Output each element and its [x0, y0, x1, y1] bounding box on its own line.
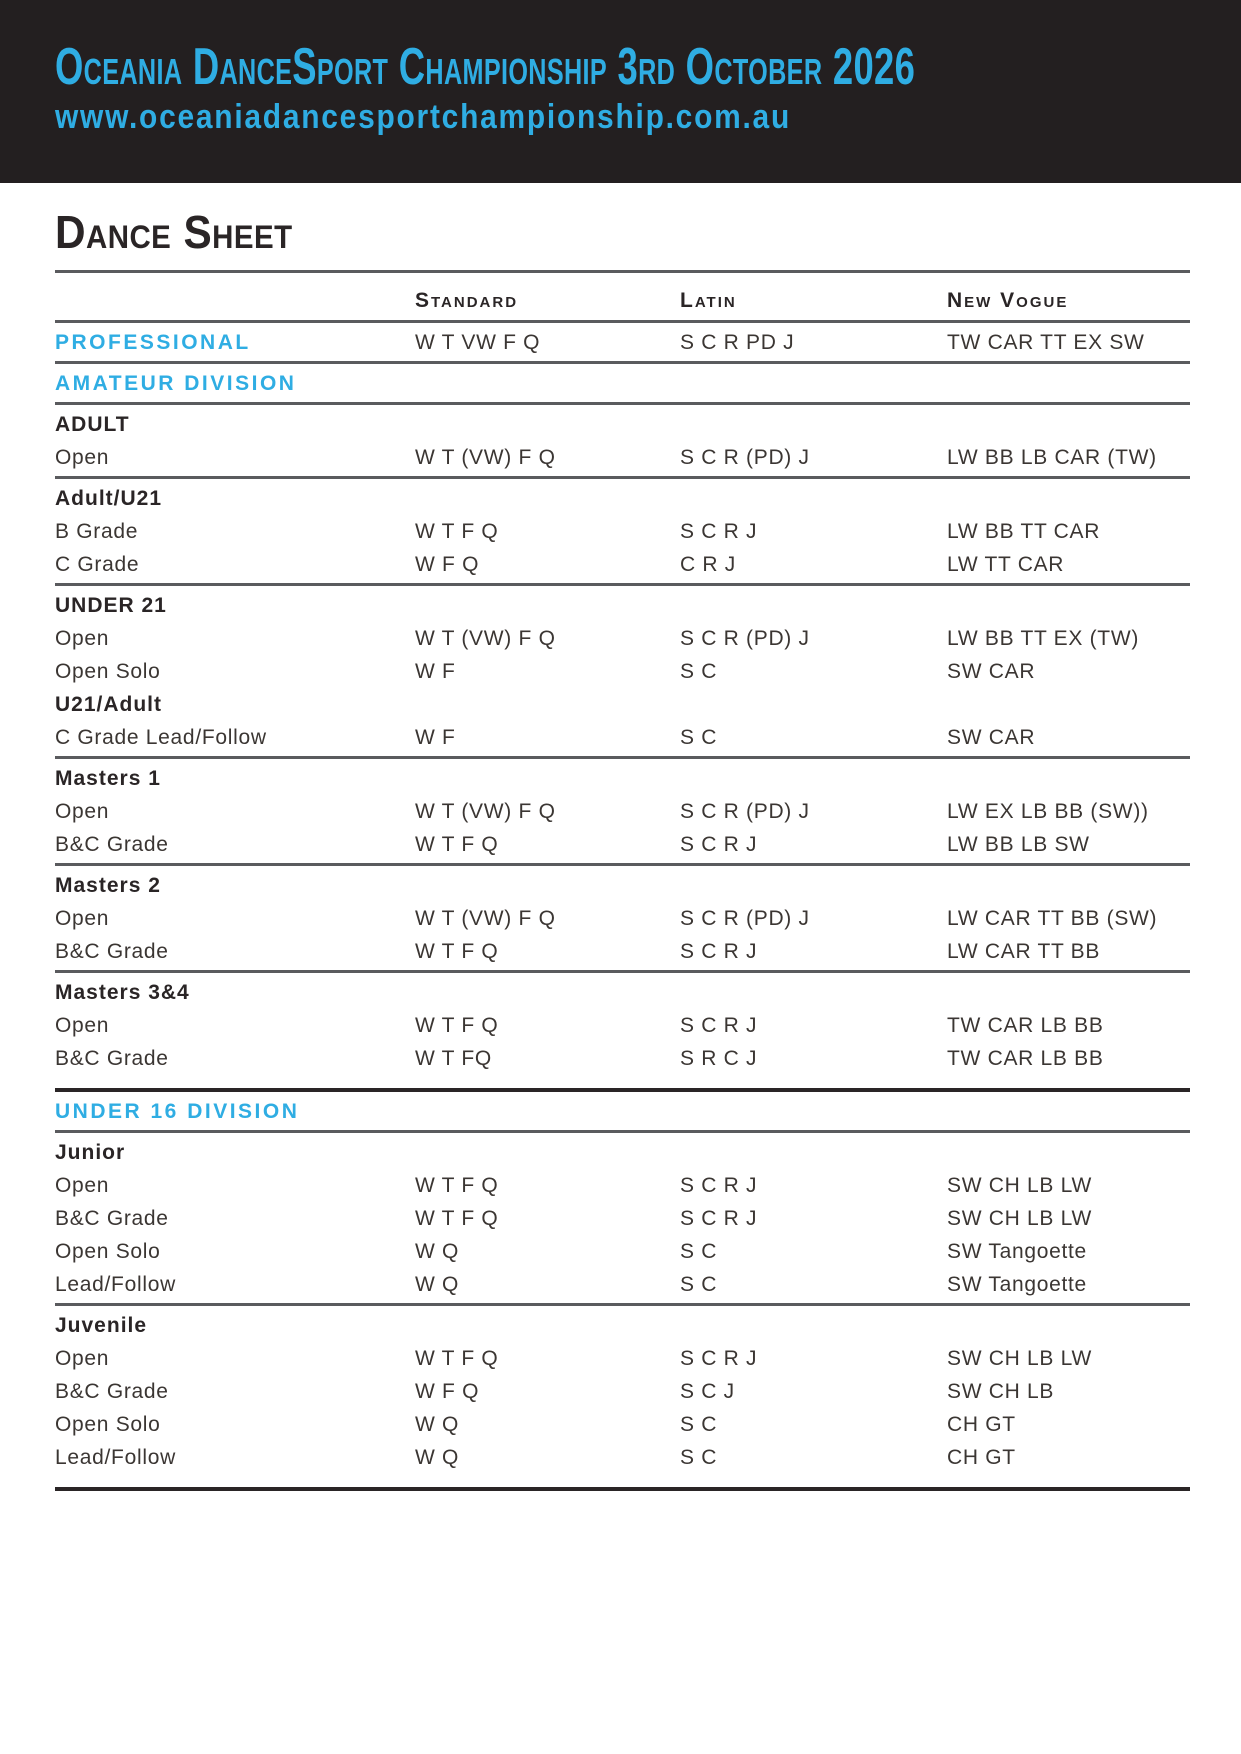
page-title: Dance Sheet [55, 206, 293, 258]
division-row [55, 367, 1190, 400]
event-label: Open [55, 445, 110, 469]
event-label: U21/Adult [55, 692, 163, 716]
latin-dances: S C R (PD) J [680, 799, 810, 823]
table-row [55, 548, 1190, 581]
event-label: C Grade Lead/Follow [55, 725, 267, 749]
latin-dances: S C R J [680, 939, 758, 963]
standard-dances: W F [415, 725, 456, 749]
standard-dances: W Q [415, 1239, 460, 1263]
newvogue-dances: TW CAR TT EX SW [947, 330, 1145, 354]
latin-dances: S C R (PD) J [680, 445, 810, 469]
event-label: Masters 2 [55, 873, 161, 897]
latin-dances: S C [680, 725, 718, 749]
standard-dances: W T (VW) F Q [415, 626, 556, 650]
standard-dances: W T F Q [415, 519, 499, 543]
event-label: Open [55, 1173, 110, 1197]
latin-dances: S C R J [680, 1173, 758, 1197]
latin-dances: S R C J [680, 1046, 758, 1070]
standard-dances: W F [415, 659, 456, 683]
standard-dances: W T FQ [415, 1046, 492, 1070]
table-row [55, 1375, 1190, 1408]
standard-dances: W T F Q [415, 1173, 499, 1197]
event-label: Open [55, 906, 110, 930]
event-label: UNDER 21 [55, 593, 167, 617]
divider-rule [55, 476, 1190, 479]
latin-dances: S C R PD J [680, 330, 795, 354]
banner [0, 0, 1241, 183]
event-label: Open [55, 626, 110, 650]
newvogue-dances: SW CAR [947, 725, 1036, 749]
section-divider-rule [55, 1487, 1190, 1491]
table-row [55, 902, 1190, 935]
divider-rule [55, 583, 1190, 586]
event-label: Masters 3&4 [55, 980, 190, 1004]
table-row [55, 441, 1190, 474]
column-header-row [55, 276, 1190, 318]
table-row [55, 1009, 1190, 1042]
standard-dances: W T VW F Q [415, 330, 541, 354]
event-label: Open Solo [55, 1239, 161, 1263]
event-label: Open [55, 1346, 110, 1370]
event-label: C Grade [55, 552, 140, 576]
group-row [55, 1136, 1190, 1169]
newvogue-dances: LW BB LB CAR (TW) [947, 445, 1157, 469]
table-row [55, 721, 1190, 754]
table-row [55, 828, 1190, 861]
dance-table [55, 326, 1190, 1491]
standard-dances: W F Q [415, 552, 480, 576]
group-row [55, 688, 1190, 721]
table-row [55, 935, 1190, 968]
latin-dances: S C [680, 659, 718, 683]
column-header-latin: Latin [680, 289, 737, 312]
divider-rule [55, 270, 1190, 273]
event-label: Open Solo [55, 1412, 161, 1436]
newvogue-dances: TW CAR LB BB [947, 1046, 1104, 1070]
newvogue-dances: LW BB TT CAR [947, 519, 1101, 543]
divider-rule [55, 361, 1190, 364]
column-header-new-vogue: New Vogue [947, 289, 1069, 312]
newvogue-dances: LW TT CAR [947, 552, 1065, 576]
table-row [55, 795, 1190, 828]
standard-dances: W T F Q [415, 1346, 499, 1370]
latin-dances: S C J [680, 1379, 735, 1403]
table-row [55, 1169, 1190, 1202]
group-row [55, 976, 1190, 1009]
column-header-standard: Standard [415, 289, 519, 312]
event-label: Adult/U21 [55, 486, 163, 510]
standard-dances: W T (VW) F Q [415, 799, 556, 823]
latin-dances: S C R J [680, 1346, 758, 1370]
newvogue-dances: SW CH LB LW [947, 1206, 1092, 1230]
newvogue-dances: LW BB TT EX (TW) [947, 626, 1140, 650]
latin-dances: S C R J [680, 1206, 758, 1230]
latin-dances: S C R (PD) J [680, 626, 810, 650]
divider-rule [55, 1303, 1190, 1306]
newvogue-dances: SW CAR [947, 659, 1036, 683]
standard-dances: W T F Q [415, 832, 499, 856]
newvogue-dances: SW CH LB [947, 1379, 1055, 1403]
table-row [55, 1235, 1190, 1268]
group-row [55, 869, 1190, 902]
divider-rule [55, 863, 1190, 866]
banner-title: Oceania DanceSport Championship 3rd October 2026 [55, 38, 916, 96]
newvogue-dances: SW Tangoette [947, 1272, 1087, 1296]
standard-dances: W T (VW) F Q [415, 906, 556, 930]
table-row [55, 622, 1190, 655]
latin-dances: S C R J [680, 1013, 758, 1037]
table-row [55, 1441, 1190, 1474]
event-label: Lead/Follow [55, 1445, 176, 1469]
newvogue-dances: SW CH LB LW [947, 1346, 1092, 1370]
newvogue-dances: SW Tangoette [947, 1239, 1087, 1263]
event-label: Junior [55, 1140, 126, 1164]
event-label: Open Solo [55, 659, 161, 683]
standard-dances: W F Q [415, 1379, 480, 1403]
standard-dances: W T F Q [415, 1206, 499, 1230]
latin-dances: S C [680, 1239, 718, 1263]
event-label: UNDER 16 DIVISION [55, 1099, 300, 1123]
group-row [55, 1309, 1190, 1342]
event-label: Juvenile [55, 1313, 148, 1337]
newvogue-dances: LW CAR TT BB [947, 939, 1101, 963]
table-row [55, 1042, 1190, 1075]
divider-rule [55, 320, 1190, 323]
latin-dances: S C [680, 1445, 718, 1469]
divider-rule [55, 756, 1190, 759]
newvogue-dances: LW EX LB BB (SW)) [947, 799, 1149, 823]
latin-dances: S C R (PD) J [680, 906, 810, 930]
standard-dances: W T F Q [415, 939, 499, 963]
latin-dances: C R J [680, 552, 736, 576]
event-label: Open [55, 799, 110, 823]
event-label: PROFESSIONAL [55, 330, 251, 354]
divider-rule [55, 1130, 1190, 1133]
latin-dances: S C [680, 1272, 718, 1296]
latin-dances: S C R J [680, 832, 758, 856]
newvogue-dances: LW CAR TT BB (SW) [947, 906, 1158, 930]
event-label: B&C Grade [55, 1046, 169, 1070]
event-label: Lead/Follow [55, 1272, 176, 1296]
event-label: ADULT [55, 412, 130, 436]
newvogue-dances: CH GT [947, 1445, 1016, 1469]
standard-dances: W Q [415, 1412, 460, 1436]
event-label: Open [55, 1013, 110, 1037]
latin-dances: S C R J [680, 519, 758, 543]
event-label: B&C Grade [55, 1206, 169, 1230]
newvogue-dances: CH GT [947, 1412, 1016, 1436]
divider-rule [55, 402, 1190, 405]
event-label: AMATEUR DIVISION [55, 371, 297, 395]
newvogue-dances: LW BB LB SW [947, 832, 1090, 856]
group-row [55, 408, 1190, 441]
event-label: B&C Grade [55, 832, 169, 856]
group-row [55, 482, 1190, 515]
event-label: B Grade [55, 519, 139, 543]
table-row [55, 1268, 1190, 1301]
event-label: B&C Grade [55, 1379, 169, 1403]
standard-dances: W T (VW) F Q [415, 445, 556, 469]
section-divider-rule [55, 1088, 1190, 1092]
newvogue-dances: TW CAR LB BB [947, 1013, 1104, 1037]
divider-rule [55, 970, 1190, 973]
banner-url: www.oceaniadancesportchampionship.com.au [55, 98, 791, 136]
division-row [55, 1095, 1190, 1128]
group-row [55, 762, 1190, 795]
division-row [55, 326, 1190, 359]
standard-dances: W Q [415, 1272, 460, 1296]
event-label: B&C Grade [55, 939, 169, 963]
table-row [55, 1342, 1190, 1375]
newvogue-dances: SW CH LB LW [947, 1173, 1092, 1197]
table-row [55, 1408, 1190, 1441]
table-row [55, 1202, 1190, 1235]
table-row [55, 655, 1190, 688]
event-label: Masters 1 [55, 766, 161, 790]
latin-dances: S C [680, 1412, 718, 1436]
content [55, 207, 1190, 1491]
group-row [55, 589, 1190, 622]
table-row [55, 515, 1190, 548]
standard-dances: W Q [415, 1445, 460, 1469]
standard-dances: W T F Q [415, 1013, 499, 1037]
